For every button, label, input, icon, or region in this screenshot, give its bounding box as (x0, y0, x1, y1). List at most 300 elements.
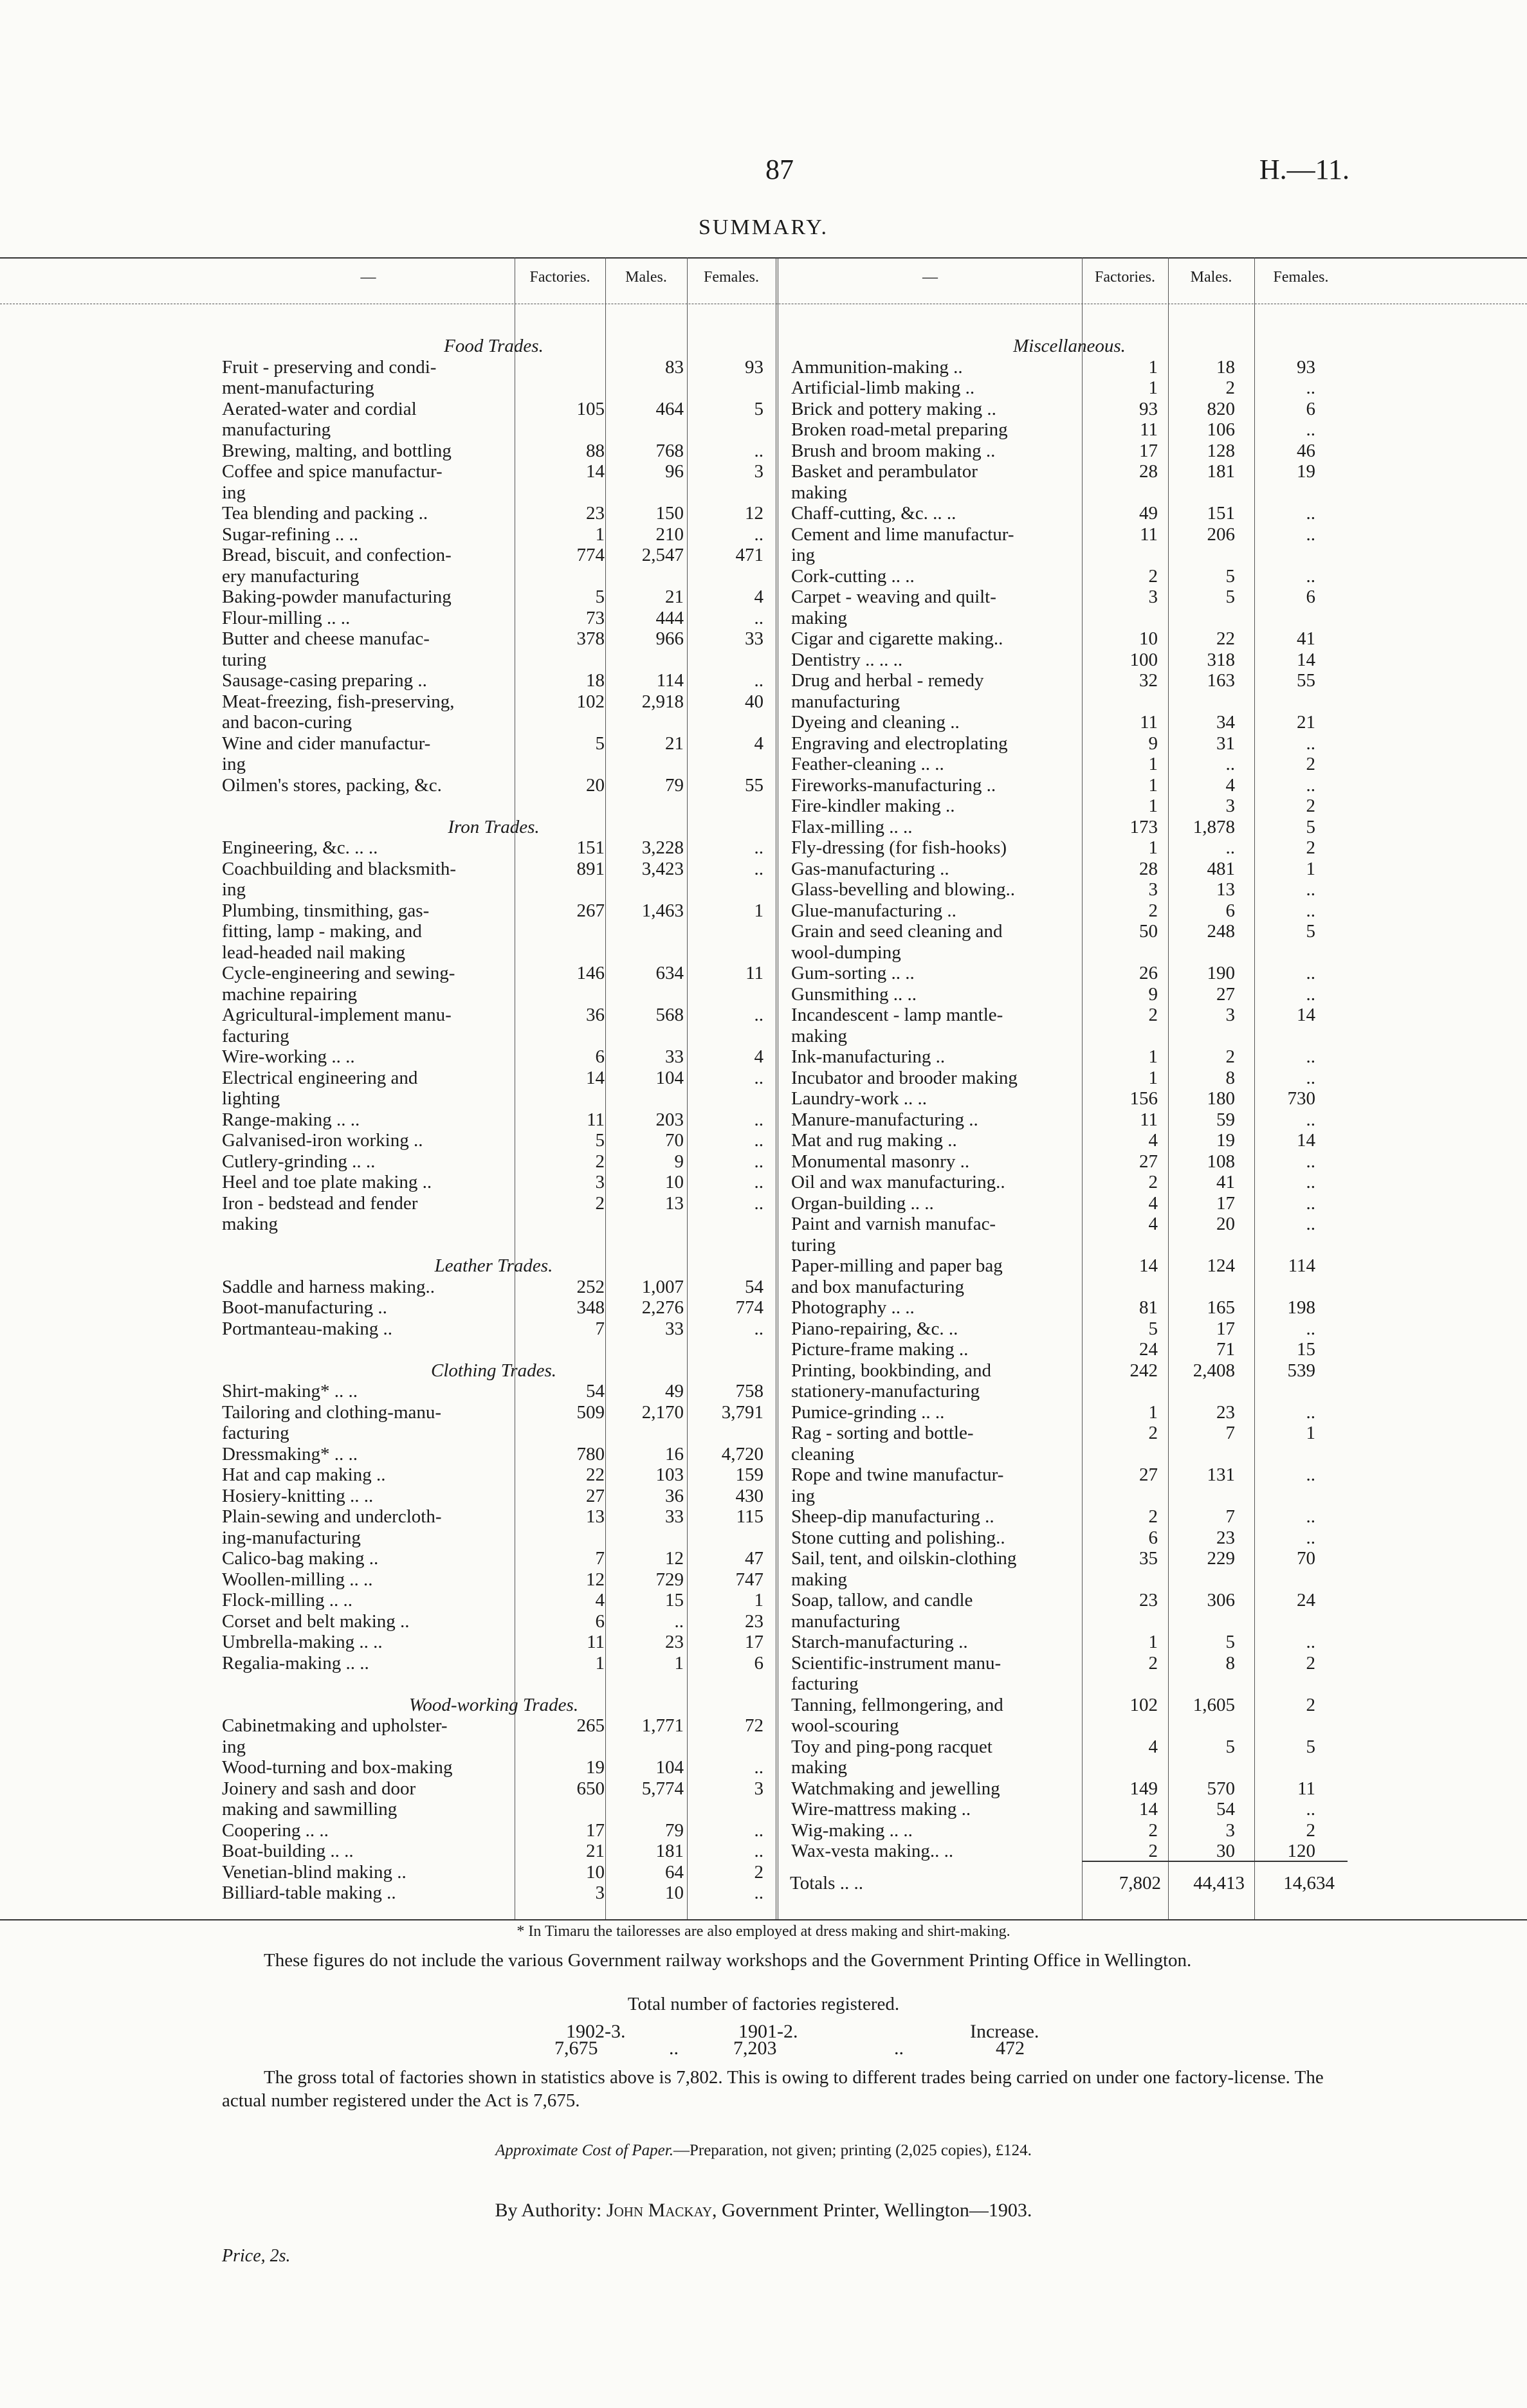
females-cell: .. (1306, 503, 1315, 524)
females-cell: 2 (1306, 1820, 1315, 1841)
trade-label: Dentistry .. .. .. (791, 649, 903, 670)
factories-cell: 149 (1129, 1778, 1158, 1799)
males-cell: 5 (1225, 587, 1235, 607)
trade-label: Rag - sorting and bottle- (791, 1423, 974, 1443)
factories-cell: 5 (1148, 1318, 1158, 1339)
table-row (791, 441, 1348, 462)
females-cell: .. (1306, 1632, 1315, 1652)
males-cell: 820 (1207, 398, 1235, 419)
factories-cell: 9 (1148, 983, 1158, 1005)
males-cell: 21 (665, 733, 684, 754)
males-cell: 16 (665, 1443, 684, 1464)
males-cell: 23 (1216, 1527, 1235, 1548)
males-cell: 729 (655, 1569, 684, 1590)
males-cell: 203 (655, 1109, 684, 1130)
females-cell: 55 (745, 774, 764, 796)
registered-title: Total number of factories registered. (627, 1994, 900, 2014)
males-cell: 9 (674, 1151, 684, 1172)
females-cell: .. (1306, 1318, 1315, 1339)
factories-cell: 4 (1148, 1736, 1158, 1757)
males-cell: .. (674, 1610, 684, 1632)
table-row (791, 399, 1348, 420)
trade-label: Electrical engineering and (222, 1067, 418, 1088)
table-row (222, 1506, 765, 1528)
females-cell: 33 (745, 628, 764, 649)
females-cell: 2 (1306, 1694, 1315, 1715)
females-cell: .. (1306, 983, 1315, 1005)
factories-cell: 49 (1139, 503, 1158, 524)
authority-suffix: , Government Printer, Wellington—1903. (712, 2200, 1032, 2221)
females-cell: .. (1306, 1192, 1315, 1214)
trade-label: Wax-vesta making.. .. (791, 1841, 954, 1861)
females-cell: .. (1306, 900, 1315, 921)
factories-cell: 378 (576, 628, 605, 649)
females-cell: .. (1306, 1506, 1315, 1527)
factories-cell: 4 (1148, 1192, 1158, 1214)
footnote: * In Timaru the tailoresses are also employed at dress making and shirt-making. (517, 1923, 1010, 1940)
table-row (222, 733, 765, 754)
table-row (222, 628, 765, 650)
factories-cell: 11 (1140, 712, 1158, 733)
table-row (791, 1318, 1348, 1340)
factories-cell: 7 (595, 1548, 605, 1569)
females-cell: 471 (735, 545, 764, 565)
females-cell: .. (1306, 733, 1315, 754)
table-row (791, 378, 1348, 399)
trade-label: Butter and cheese manufac- (222, 628, 430, 649)
males-cell: 570 (1207, 1778, 1235, 1799)
table-row (222, 503, 765, 524)
trade-label: facturing (791, 1674, 859, 1694)
trade-label: Artificial-limb making .. (791, 378, 975, 398)
males-cell: 10 (665, 1172, 684, 1192)
table-row (791, 1799, 1348, 1820)
table-row (791, 1151, 1348, 1172)
trade-label: making (791, 1025, 847, 1046)
factories-cell: 9 (1148, 733, 1158, 754)
females-cell: 198 (1287, 1297, 1315, 1318)
trade-label: Heel and toe plate making .. (222, 1172, 432, 1192)
trade-label: Glass-bevelling and blowing.. (791, 879, 1015, 900)
factories-cell: 26 (1139, 963, 1158, 983)
females-cell: .. (754, 1841, 764, 1861)
factories-cell: 780 (576, 1443, 605, 1464)
females-cell: .. (754, 1067, 764, 1088)
factories-cell: 1 (1148, 796, 1158, 816)
factories-cell: 27 (586, 1485, 605, 1506)
females-cell: 11 (745, 963, 764, 983)
table-row (222, 587, 765, 608)
males-cell: 966 (655, 628, 684, 649)
females-cell: 54 (745, 1276, 764, 1297)
trade-label: making and sawmilling (222, 1799, 398, 1820)
table-row (791, 1653, 1348, 1674)
table-row (791, 357, 1348, 378)
table-row (222, 608, 765, 629)
trade-label: Cement and lime manufactur- (791, 524, 1014, 545)
males-cell: 124 (1207, 1255, 1235, 1276)
trade-label: Rope and twine manufactur- (791, 1464, 1004, 1485)
trade-label: Paint and varnish manufac- (791, 1214, 996, 1234)
cost-of-paper (0, 2142, 1527, 2160)
table-row (222, 650, 765, 671)
males-cell: 22 (1216, 628, 1235, 649)
females-cell: .. (1306, 1172, 1315, 1192)
table-row (791, 1695, 1348, 1716)
table-row (791, 482, 1348, 504)
females-cell: 4 (754, 733, 764, 754)
factories-cell: 17 (586, 1820, 605, 1841)
females-cell: 4 (754, 1046, 764, 1067)
males-cell: 128 (1207, 440, 1235, 461)
table-row (222, 461, 765, 482)
table-row (222, 754, 765, 775)
trade-label: Dressmaking* .. .. (222, 1443, 358, 1464)
females-cell: 4 (754, 587, 764, 607)
table-row (222, 775, 765, 796)
trade-label: Watchmaking and jewelling (791, 1778, 1000, 1799)
trade-label: Photography .. .. (791, 1297, 915, 1318)
females-cell: 5 (1306, 921, 1315, 942)
males-cell: 7 (1225, 1506, 1235, 1527)
factories-cell: 265 (576, 1715, 605, 1736)
males-cell: 79 (665, 1820, 684, 1841)
males-cell: 210 (655, 524, 684, 545)
registered-value-1901: 7,203 (733, 2038, 777, 2059)
factories-cell: 1 (1148, 774, 1158, 796)
totals-males: 44,413 (1193, 1873, 1245, 1893)
trade-label: Aerated-water and cordial (222, 398, 417, 419)
table-row (791, 921, 1348, 942)
females-cell: 47 (745, 1548, 764, 1569)
females-cell: 21 (1297, 712, 1315, 733)
factories-cell: 2 (1148, 1820, 1158, 1841)
females-cell: .. (754, 837, 764, 858)
males-cell: 71 (1216, 1339, 1235, 1360)
trade-label: Cork-cutting .. .. (791, 565, 915, 587)
females-cell: 1 (1306, 858, 1315, 879)
trade-label: Piano-repairing, &c. .. (791, 1318, 958, 1339)
males-cell: 306 (1207, 1590, 1235, 1610)
trade-label: lighting (222, 1088, 280, 1109)
males-cell: 108 (1207, 1151, 1235, 1172)
factories-cell: 2 (1148, 1841, 1158, 1861)
section-heading: Clothing Trades. (431, 1360, 556, 1381)
factories-cell: 13 (586, 1506, 605, 1527)
factories-cell: 102 (576, 691, 605, 712)
table-row (222, 1569, 765, 1591)
factories-cell: 4 (1148, 1214, 1158, 1234)
totals-females: 14,634 (1283, 1873, 1335, 1893)
factories-cell: 2 (595, 1151, 605, 1172)
females-cell: 19 (1297, 461, 1315, 482)
trade-label: manufacturing (791, 691, 901, 712)
trade-label: Fireworks-manufacturing .. (791, 774, 996, 796)
table-row (222, 1444, 765, 1465)
table-bottom-rule (0, 1919, 1527, 1920)
trade-label: ing (791, 545, 816, 565)
factories-cell: 24 (1139, 1339, 1158, 1360)
trade-label: Flour-milling .. .. (222, 607, 351, 628)
females-cell: 120 (1287, 1841, 1315, 1861)
trade-label: machine repairing (222, 983, 358, 1005)
trade-label: ing (222, 1736, 246, 1757)
table-row (222, 1318, 765, 1340)
table-row (791, 1255, 1348, 1277)
factories-cell: 10 (586, 1861, 605, 1883)
header-item-left: — (360, 269, 376, 286)
factories-cell: 14 (586, 461, 605, 482)
trade-label: Feather-cleaning .. .. (791, 754, 944, 774)
males-cell: 12 (665, 1548, 684, 1569)
trade-label: Brick and pottery making .. (791, 398, 996, 419)
trade-label: Wine and cider manufactur- (222, 733, 431, 754)
females-cell: 1 (1306, 1423, 1315, 1443)
females-cell: 5 (1306, 1736, 1315, 1757)
table-row (791, 859, 1348, 880)
table-row (222, 419, 765, 441)
factories-cell: 10 (1139, 628, 1158, 649)
trade-label: Drug and herbal - remedy (791, 670, 984, 691)
males-cell: 4 (1225, 774, 1235, 796)
factories-cell: 93 (1139, 398, 1158, 419)
factories-cell: 1 (1148, 1401, 1158, 1423)
males-cell: 23 (1216, 1401, 1235, 1423)
males-cell: 20 (1216, 1214, 1235, 1234)
trade-label: Manure-manufacturing .. (791, 1109, 978, 1130)
factories-cell: 36 (586, 1005, 605, 1025)
males-cell: 1,463 (641, 900, 684, 921)
factories-cell: 18 (586, 670, 605, 691)
registered-value-increase: 472 (996, 2038, 1025, 2059)
females-cell: .. (754, 858, 764, 879)
males-cell: 104 (655, 1067, 684, 1088)
trade-label: Agricultural-implement manu- (222, 1005, 452, 1025)
trade-label: Pumice-grinding .. .. (791, 1401, 945, 1423)
females-cell: 6 (754, 1652, 764, 1674)
table-row (222, 1715, 765, 1737)
table-row (791, 817, 1348, 838)
table-row (222, 1737, 765, 1758)
females-cell: .. (1306, 879, 1315, 900)
table-row (222, 1088, 765, 1109)
females-cell: .. (754, 440, 764, 461)
page-title: SUMMARY. (699, 215, 828, 239)
factories-cell: 105 (576, 398, 605, 419)
males-cell: 33 (665, 1506, 684, 1527)
females-cell: 1 (754, 1590, 764, 1610)
factories-cell: 35 (1139, 1548, 1158, 1569)
males-cell: 2,918 (641, 691, 684, 712)
factories-cell: 2 (1148, 1005, 1158, 1025)
table-row (222, 1068, 765, 1089)
trade-label: Cycle-engineering and sewing- (222, 963, 455, 983)
females-cell: .. (1306, 1067, 1315, 1088)
table-row (791, 628, 1348, 650)
males-cell: 83 (665, 356, 684, 378)
table-row (222, 1046, 765, 1068)
trade-label: Sugar-refining .. .. (222, 524, 359, 545)
table-row (791, 1277, 1348, 1298)
factories-cell: 28 (1139, 858, 1158, 879)
females-cell: .. (1306, 1527, 1315, 1548)
trade-label: Sausage-casing preparing .. (222, 670, 427, 691)
females-cell: 774 (735, 1297, 764, 1318)
registered-dots: .. (669, 2038, 679, 2059)
table-row (222, 1590, 765, 1611)
table-row (222, 1109, 765, 1131)
trade-label: ery manufacturing (222, 565, 360, 587)
factories-cell: 1 (1148, 837, 1158, 858)
females-cell: .. (754, 1130, 764, 1151)
table-row (791, 1548, 1348, 1569)
factories-cell: 3 (595, 1883, 605, 1903)
factories-cell: 11 (1140, 1109, 1158, 1130)
females-cell: 14 (1297, 1005, 1315, 1025)
females-cell: .. (1306, 378, 1315, 398)
table-row (791, 1381, 1348, 1402)
factories-cell: 7 (595, 1318, 605, 1339)
females-cell: 3 (754, 461, 764, 482)
trade-label: and box manufacturing (791, 1276, 964, 1297)
table-row (222, 545, 765, 566)
males-cell: 7 (1225, 1423, 1235, 1443)
trade-label: ment-manufacturing (222, 378, 374, 398)
trade-label: Joinery and sash and door (222, 1778, 416, 1799)
table-row (222, 1464, 765, 1486)
table-row (222, 1548, 765, 1569)
males-cell: 3 (1225, 1820, 1235, 1841)
factories-cell: 6 (1148, 1527, 1158, 1548)
trade-label: Gunsmithing .. .. (791, 983, 917, 1005)
trade-label: facturing (222, 1423, 289, 1443)
trade-label: Fly-dressing (for fish-hooks) (791, 837, 1007, 858)
males-cell: 17 (1216, 1318, 1235, 1339)
females-cell: 3 (754, 1778, 764, 1799)
males-cell: 481 (1207, 858, 1235, 879)
females-cell: .. (1306, 1046, 1315, 1067)
females-cell: 747 (735, 1569, 764, 1590)
females-cell: .. (1306, 1109, 1315, 1130)
females-cell: .. (754, 1318, 764, 1339)
table-row (222, 670, 765, 691)
factories-cell: 6 (595, 1046, 605, 1067)
trade-label: Galvanised-iron working .. (222, 1130, 423, 1151)
males-cell: 768 (655, 440, 684, 461)
trade-label: Wire-mattress making .. (791, 1799, 971, 1820)
table-row (791, 545, 1348, 566)
table-row (222, 1214, 765, 1235)
trade-label: turing (222, 649, 267, 670)
factories-cell: 1 (595, 1652, 605, 1674)
cost-text: —Preparation, not given; printing (2,025 copies), £124. (673, 2142, 1032, 2159)
males-cell: 5 (1225, 1736, 1235, 1757)
males-cell: 59 (1216, 1109, 1235, 1130)
females-cell: 4,720 (721, 1443, 764, 1464)
factories-cell: 891 (576, 858, 605, 879)
females-cell: .. (1306, 565, 1315, 587)
table-row (222, 1632, 765, 1653)
females-cell: .. (754, 1820, 764, 1841)
females-cell: .. (1306, 774, 1315, 796)
males-cell: 1 (674, 1652, 684, 1674)
females-cell: .. (1306, 1401, 1315, 1423)
males-cell: 444 (655, 607, 684, 628)
table-row (222, 1778, 765, 1800)
females-cell: 72 (745, 1715, 764, 1736)
printer-authority (0, 2200, 1527, 2221)
males-cell: 1,771 (641, 1715, 684, 1736)
factories-cell: 2 (1148, 1506, 1158, 1527)
females-cell: 6 (1306, 587, 1315, 607)
males-cell: 3,423 (641, 858, 684, 879)
females-cell: .. (1306, 1214, 1315, 1234)
factories-cell: 650 (576, 1778, 605, 1799)
males-cell: 103 (655, 1464, 684, 1485)
trade-label: Picture-frame making .. (791, 1339, 969, 1360)
trade-label: Meat-freezing, fish-preserving, (222, 691, 455, 712)
table-row (222, 1151, 765, 1172)
females-cell: 93 (745, 356, 764, 378)
males-cell: 165 (1207, 1297, 1235, 1318)
table-row (791, 1005, 1348, 1026)
females-cell: .. (1306, 963, 1315, 983)
males-cell: 150 (655, 503, 684, 524)
females-cell: 41 (1297, 628, 1315, 649)
trade-label: Incubator and brooder making (791, 1067, 1018, 1088)
table-row (791, 1486, 1348, 1507)
males-cell: 180 (1207, 1088, 1235, 1109)
males-cell: 114 (656, 670, 684, 691)
table-row (222, 1172, 765, 1193)
males-cell: 229 (1207, 1548, 1235, 1569)
right-column (791, 336, 1348, 1862)
factories-cell: 252 (576, 1276, 605, 1297)
trade-label: Fruit - preserving and condi- (222, 356, 437, 378)
note-railway-workshops: These figures do not include the various Government railway workshops and the Government Printing Office in Wellington. (264, 1950, 1192, 1971)
factories-cell: 81 (1139, 1297, 1158, 1318)
trade-label: Oil and wax manufacturing.. (791, 1172, 1005, 1192)
females-cell: 55 (1297, 670, 1315, 691)
left-column (222, 336, 765, 1904)
females-cell: 12 (745, 503, 764, 524)
males-cell: 17 (1216, 1192, 1235, 1214)
trade-label: making (791, 1757, 847, 1778)
males-cell: 64 (665, 1861, 684, 1883)
table-row (791, 503, 1348, 524)
trade-label: Umbrella-making .. .. (222, 1632, 383, 1652)
males-cell: 8 (1225, 1652, 1235, 1674)
table-row (791, 963, 1348, 984)
trade-label: lead-headed nail making (222, 942, 406, 963)
factories-cell: 5 (595, 1130, 605, 1151)
females-cell: 115 (736, 1506, 764, 1527)
males-cell: 34 (1216, 712, 1235, 733)
factories-cell: 32 (1139, 670, 1158, 691)
females-cell: 2 (754, 1861, 764, 1883)
factories-cell: 2 (1148, 1652, 1158, 1674)
table-row (791, 1506, 1348, 1528)
header-females-right: Females. (1273, 269, 1329, 286)
trade-label: ing (791, 1485, 816, 1506)
factories-cell: 14 (1139, 1255, 1158, 1276)
males-cell: 131 (1207, 1464, 1235, 1485)
table-row (222, 1820, 765, 1841)
table-row (791, 879, 1348, 900)
table-row (791, 608, 1348, 629)
table-top-rule (0, 257, 1527, 259)
males-cell: 151 (1207, 503, 1235, 524)
